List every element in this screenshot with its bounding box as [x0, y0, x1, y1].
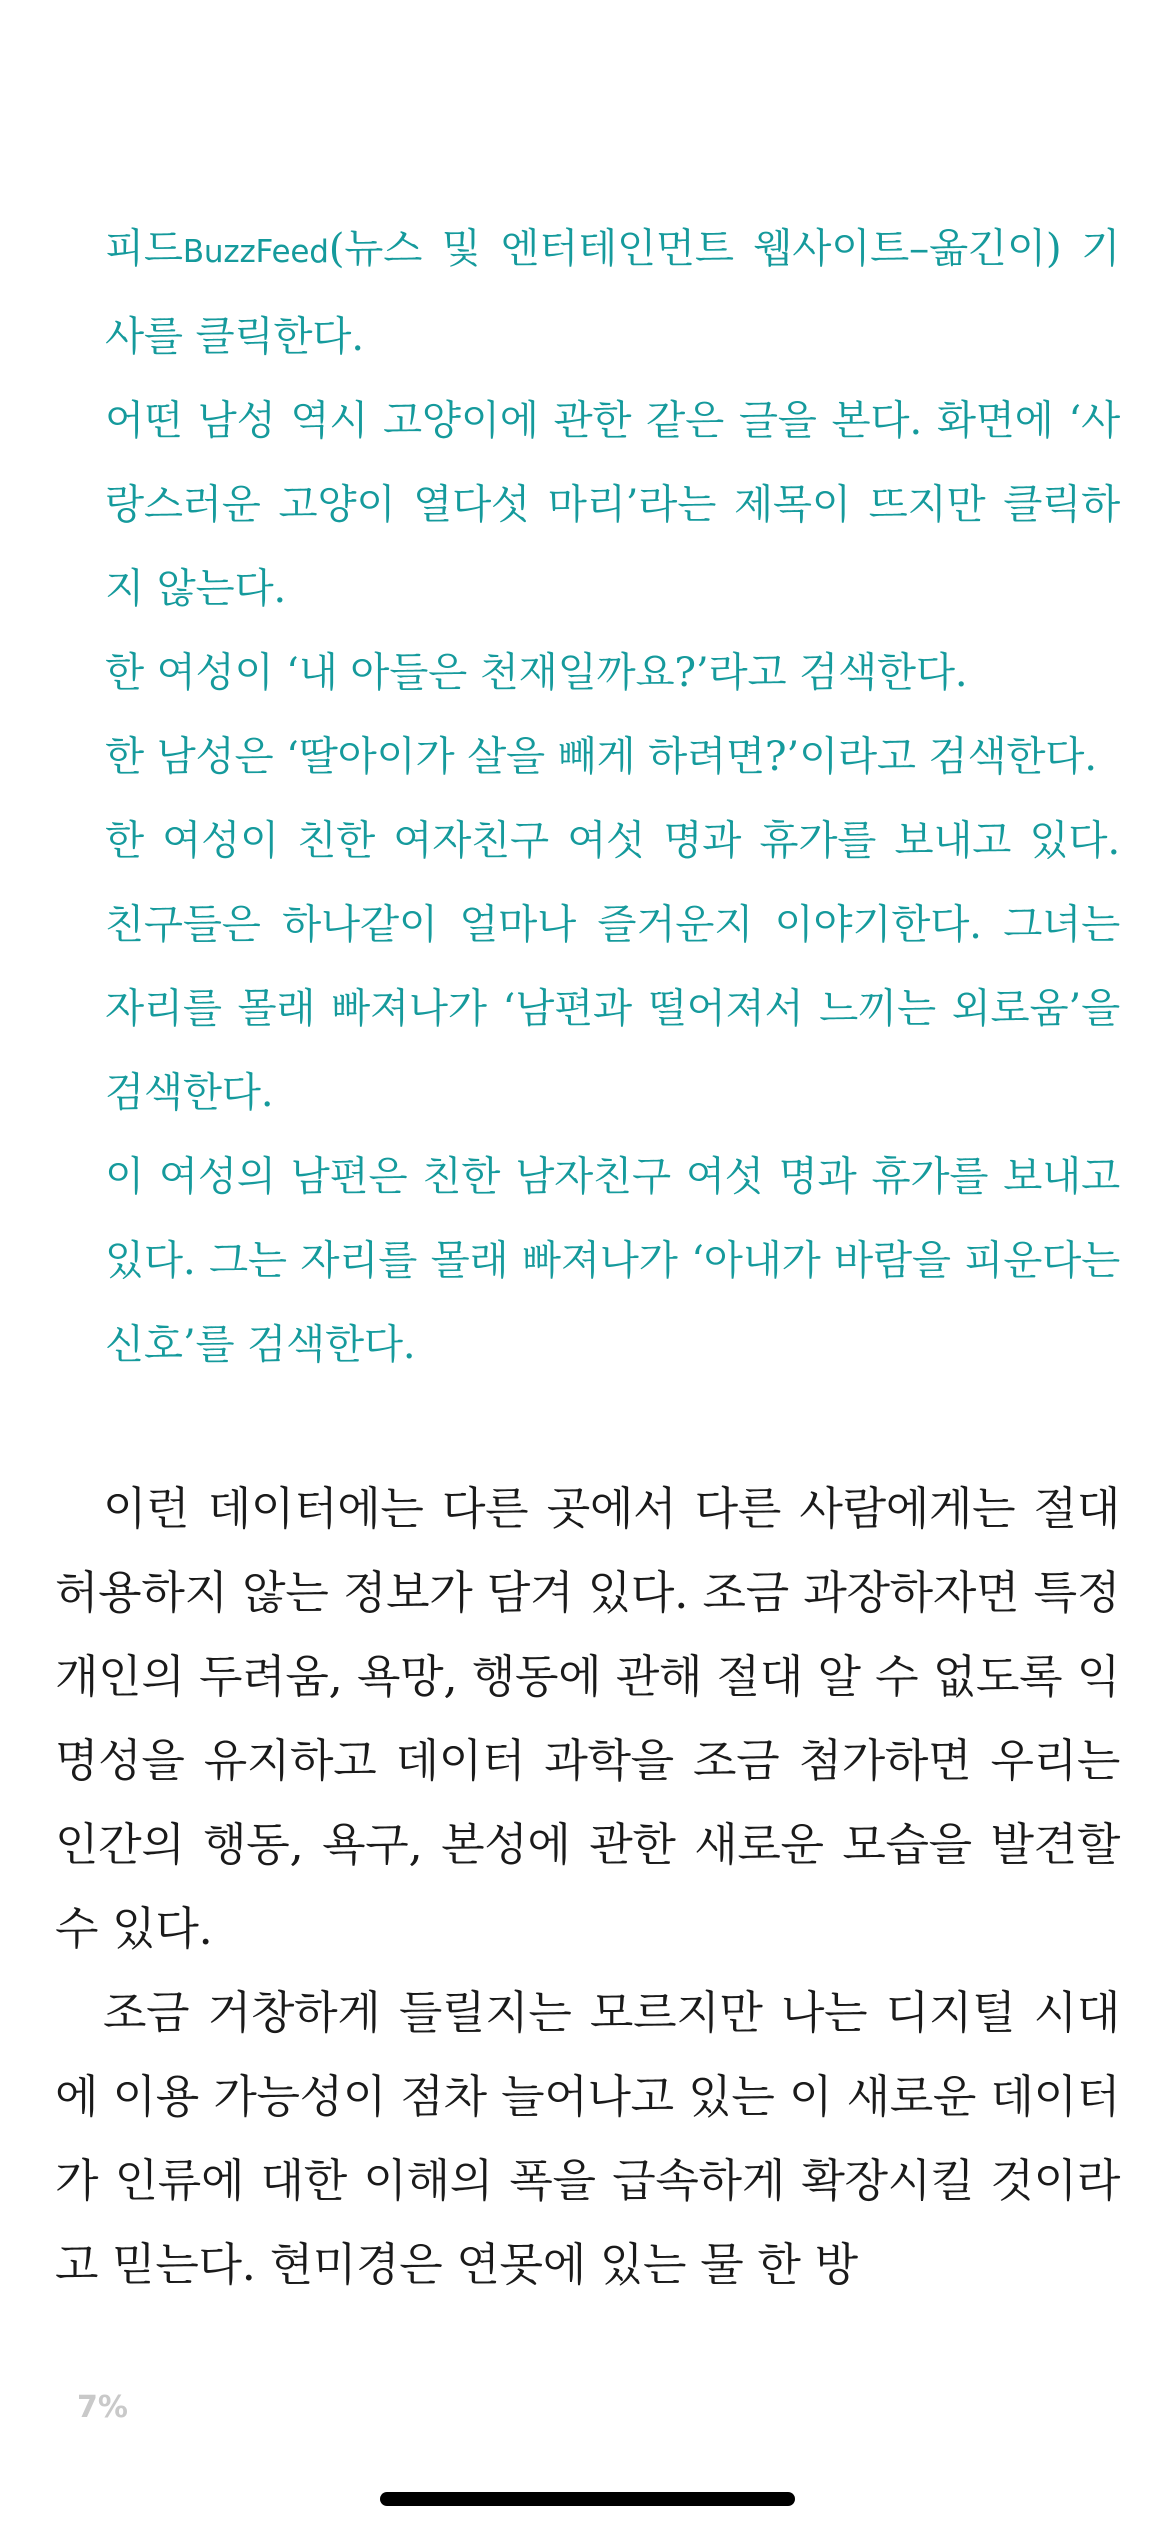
quote-paragraph: 한 여성이 ‘내 아들은 천재일까요?’라고 검색한다.: [105, 648, 968, 696]
body-paragraph: 이런 데이터에는 다른 곳에서 다른 사람에게는 절대 허용하지 않는 정보가 담겨 있다. 조금 과장하자면 특정 개인의 두려움, 욕망, 행동에 관해 절대 알 수 없도록 익명성을 유지하고 데이터 과학을 조금 첨가하면 우리는 인간의 행동, 욕구, 본성에 관한 새로운 모습을 발견할 수 있다.: [55, 1482, 1120, 1955]
quote-paragraph: 어떤 남성 역시 고양이에 관한 같은 글을 본다. 화면에 ‘사랑스러운 고양이 열다섯 마리’라는 제목이 뜨지만 클릭하지 않는다.: [105, 396, 1120, 612]
reading-progress-label: 7%: [77, 2390, 128, 2425]
body-paragraph: 조금 거창하게 들릴지는 모르지만 나는 디지털 시대에 이용 가능성이 점차 늘어나고 있는 이 새로운 데이터가 인류에 대한 이해의 폭을 급속하게 확장시킬 것이라고 믿는다. 현미경은 연못에 있는 물 한 방: [55, 1986, 1120, 2291]
home-indicator[interactable]: [380, 2492, 795, 2506]
quote-paragraph: [105, 206, 1120, 378]
quote-text: (뉴스 및 엔터테인먼트 웹사이트–옮긴이) 기사를 클릭한다.: [105, 224, 1120, 360]
quoted-examples-block: [105, 206, 1120, 1386]
quote-text: 피드: [105, 224, 183, 272]
quote-paragraph: 이 여성의 남편은 친한 남자친구 여섯 명과 휴가를 보내고 있다. 그는 자리를 몰래 빠져나가 ‘아내가 바람을 피운다는 신호’를 검색한다.: [105, 1152, 1120, 1368]
buzzfeed-name: BuzzFeed: [182, 234, 329, 270]
quote-paragraph: 한 남성은 ‘딸아이가 살을 빼게 하려면?’이라고 검색한다.: [105, 732, 1097, 780]
body-text-block: [55, 1467, 1120, 2307]
quote-paragraph: 한 여성이 친한 여자친구 여섯 명과 휴가를 보내고 있다. 친구들은 하나같이 얼마나 즐거운지 이야기한다. 그녀는 자리를 몰래 빠져나가 ‘남편과 떨어져서 느끼는 외로움’을 검색한다.: [105, 816, 1120, 1116]
